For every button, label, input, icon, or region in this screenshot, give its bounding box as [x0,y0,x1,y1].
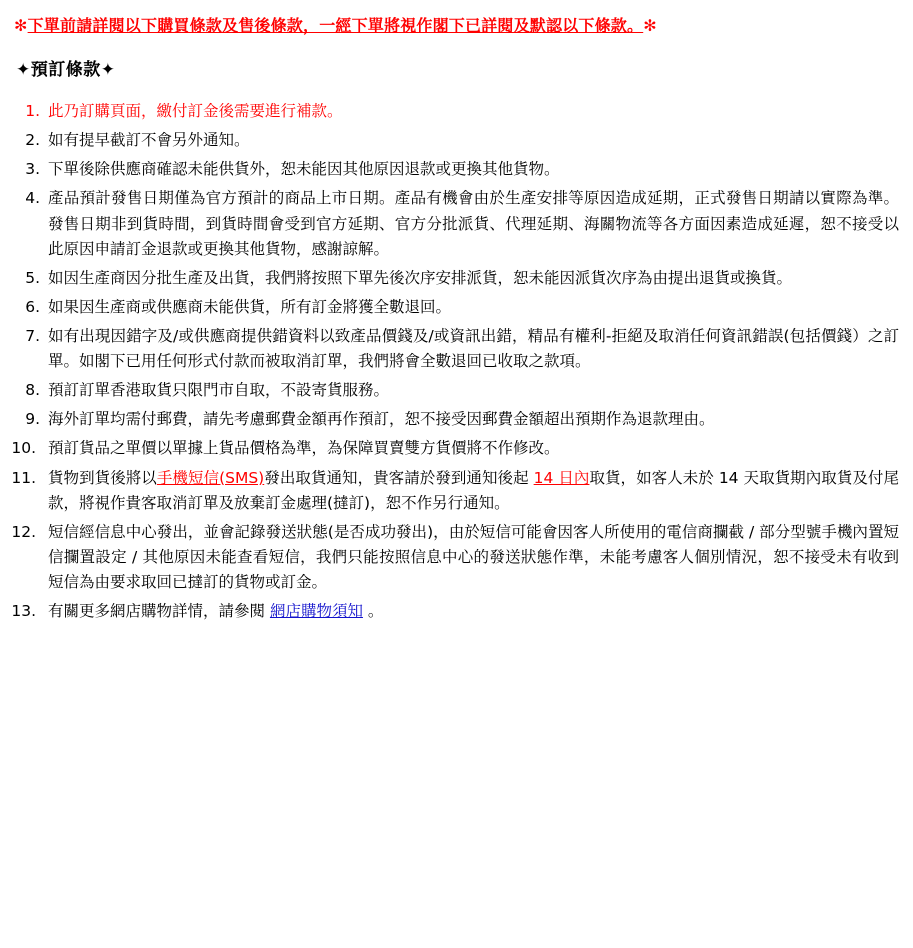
terms-list [14,99,899,624]
bottom-spacer [14,628,899,638]
list-item [14,599,899,624]
term-text: 短信經信息中心發出，並會記錄發送狀態(是否成功發出)，由於短信可能會因客人所使用的電信商攔截 / 部分型號手機內置短信攔置設定 / 其他原因未能查看短信，我們只能按照信息中心的發送狀態作準，未能考慮客人個別情況，恕不接受未有收到短信為由要求取回已撻訂的貨物或訂金。 [48,522,899,591]
term-text: 如果因生產商或供應商未能供貨，所有訂金將獲全數退回。 [48,297,452,316]
term-text: 如因生產商因分批生產及出貨，我們將按照下單先後次序安排派貨，恕未能因派貨次序為由提出退貨或換貨。 [48,268,793,287]
term-text-part: 。 [362,602,384,621]
term-text: 此乃訂購頁面，繳付訂金後需要進行補款。 [48,102,343,121]
shop-guide-link[interactable]: 網店購物須知 [269,602,363,621]
term-text: 如有提早截訂不會另外通知。 [48,131,250,150]
list-item [14,128,899,153]
list-item [14,378,899,403]
star-right-icon: ✻ [643,16,657,35]
list-item [14,266,899,291]
list-item [14,407,899,432]
term-text: 如有出現因錯字及/或供應商提供錯資料以致產品價錢及/或資訊出錯，精品有權利-拒絕及取消任何資訊錯誤(包括價錢）之訂單。如閣下已用任何形式付款而被取消訂單，我們將會全數退回已收取之款項。 [48,327,899,371]
star-left-icon: ✻ [14,16,28,35]
list-item [14,295,899,320]
term-text: 下單後除供應商確認未能供貨外，恕未能因其他原因退款或更換其他貨物。 [48,160,560,179]
list-item [14,520,899,595]
term-text: 預訂貨品之單價以單據上貨品價格為準，為保障買賣雙方貨價將不作修改。 [48,439,560,458]
top-warning-banner [14,14,899,39]
list-item [14,99,899,124]
banner-text: 下單前請詳閱以下購買條款及售後條款，一經下單將視作閣下已詳閱及默認以下條款。 [27,16,644,35]
term-text-part: 發出取貨通知，貴客請於發到通知後起 [264,468,534,487]
term-text: 海外訂單均需付郵費，請先考慮郵費金額再作預訂，恕不接受因郵費金額超出預期作為退款理由。 [48,410,715,429]
deadline-highlight: 14 日內 [533,468,590,487]
list-item [14,466,899,516]
term-text-part: 有關更多網店購物詳情，請參閱 [48,602,270,621]
term-text: 預訂訂單香港取貨只限門市自取，不設寄貨服務。 [48,381,390,400]
list-item [14,324,899,374]
term-text: 產品預計發售日期僅為官方預計的商品上市日期。產品有機會由於生產安排等原因造成延期，正式發售日期請以實際為準。發售日期非到貨時間，到貨時間會受到官方延期、官方分批派貨、代理延期、海關物流等各方面因素造成延遲，恕不接受以此原因申請訂金退款或更換其他貨物，感謝諒解。 [48,189,899,258]
term-text-part: 貨物到貨後將以 [48,468,157,487]
sms-highlight: 手機短信(SMS) [156,468,265,487]
list-item [14,186,899,261]
list-item [14,436,899,461]
term-text-part: 取貨，如客人未於 14 天取貨期內取貨及付尾款，將視作貴客取消訂單及放棄訂金處理(撻訂)，恕不作另行通知。 [48,468,899,512]
section-heading: ✦預訂條款✦ [16,59,116,80]
list-item [14,157,899,182]
